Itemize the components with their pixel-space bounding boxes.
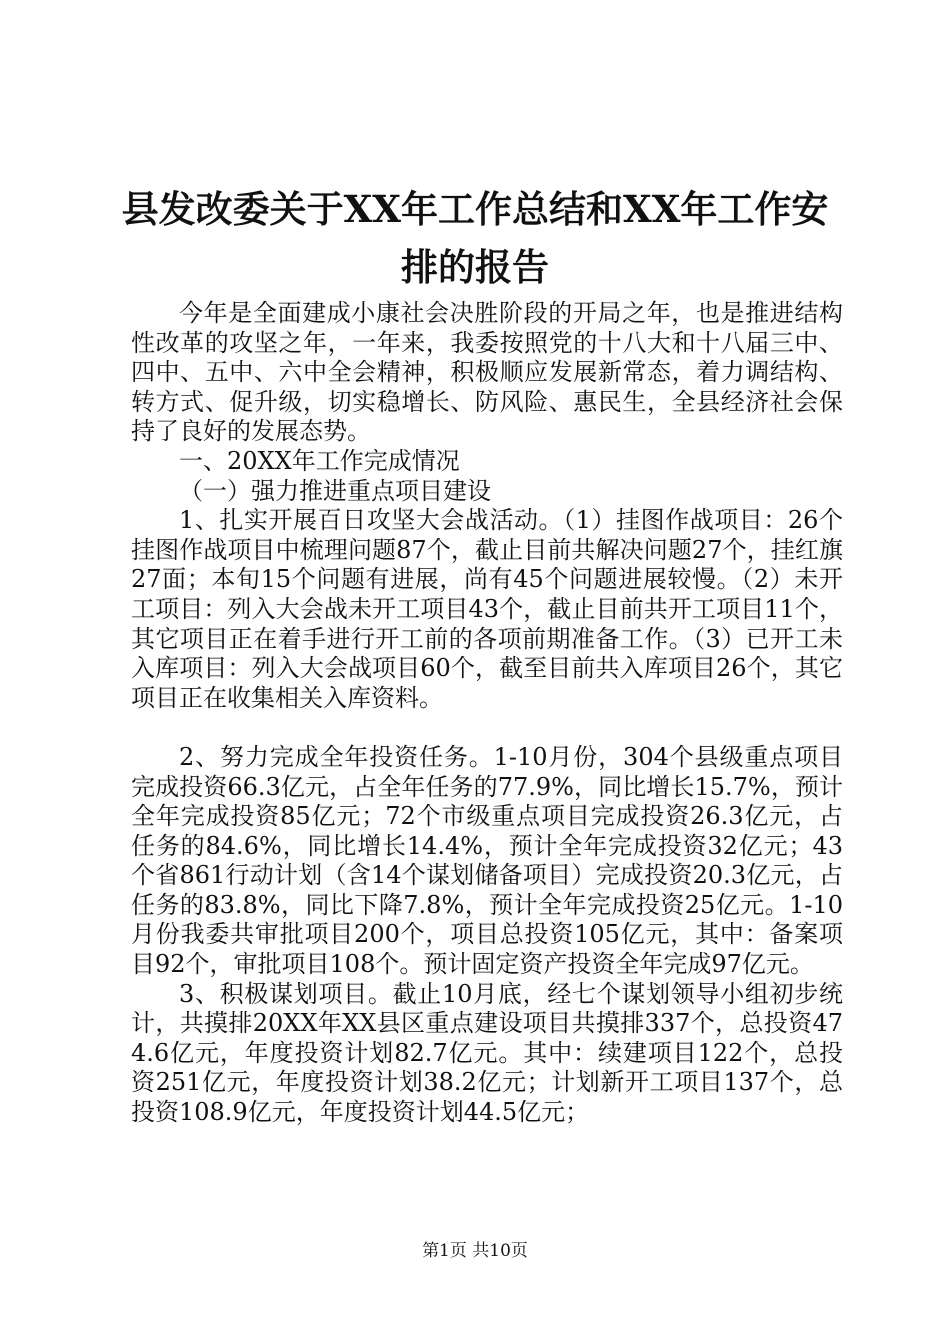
body-paragraph-2: 2、努力完成全年投资任务。1-10月份，304个县级重点项目完成投资66.3亿元，占全年任务的77.9%，同比增长15.7%，预计全年完成投资85亿元；72个市级重点项目完成投资26.3亿元，占任务的84.6%，同比增长14.4%，预计全年完成投资32亿元；43个省861行动计划（含14个谋划储备项目）完成投资20.3亿元，占任务的83.8%，同比下降7.8%，预计全年完成投资25亿元。1-10月份我委共审批项目200个，项目总投资105亿元，其中：备案项目92个，审批项目108个。预计固定资产投资全年完成97亿元。 <box>131 742 843 979</box>
page-title: 县发改委关于XX年工作总结和XX年工作安排的报告 <box>121 187 829 289</box>
document-body <box>131 299 843 1128</box>
section-heading: 一、20XX年工作完成情况 <box>179 446 460 475</box>
page-number: 第1页 共10页 <box>422 1241 528 1261</box>
subsection-heading: （一）强力推进重点项目建设 <box>179 476 491 505</box>
intro-paragraph: 今年是全面建成小康社会决胜阶段的开局之年，也是推进结构性改革的攻坚之年，一年来，我委按照党的十八大和十八届三中、四中、五中、六中全会精神，积极顺应发展新常态，着力调结构、转方式、促升级，切实稳增长、防风险、惠民生，全县经济社会保持了良好的发展态势。 <box>131 299 843 446</box>
body-paragraph-1: 1、扎实开展百日攻坚大会战活动。（1）挂图作战项目：26个挂图作战项目中梳理问题87个，截止目前共解决问题27个，挂红旗27面；本旬15个问题有进展，尚有45个问题进展较慢。（2）未开工项目：列入大会战未开工项目43个，截止目前共开工项目11个，其它项目正在着手进行开工前的各项前期准备工作。（3）已开工未入库项目：列入大会战项目60个，截至目前共入库项目26个，其它项目正在收集相关入库资料。 <box>131 506 843 712</box>
body-paragraph-3: 3、积极谋划项目。截止10月底，经七个谋划领导小组初步统计，共摸排20XX年XX县区重点建设项目共摸排337个，总投资474.6亿元，年度投资计划82.7亿元。其中：续建项目122个，总投资251亿元，年度投资计划38.2亿元；计划新开工项目137个，总投资108.9亿元，年度投资计划44.5亿元； <box>131 979 843 1127</box>
